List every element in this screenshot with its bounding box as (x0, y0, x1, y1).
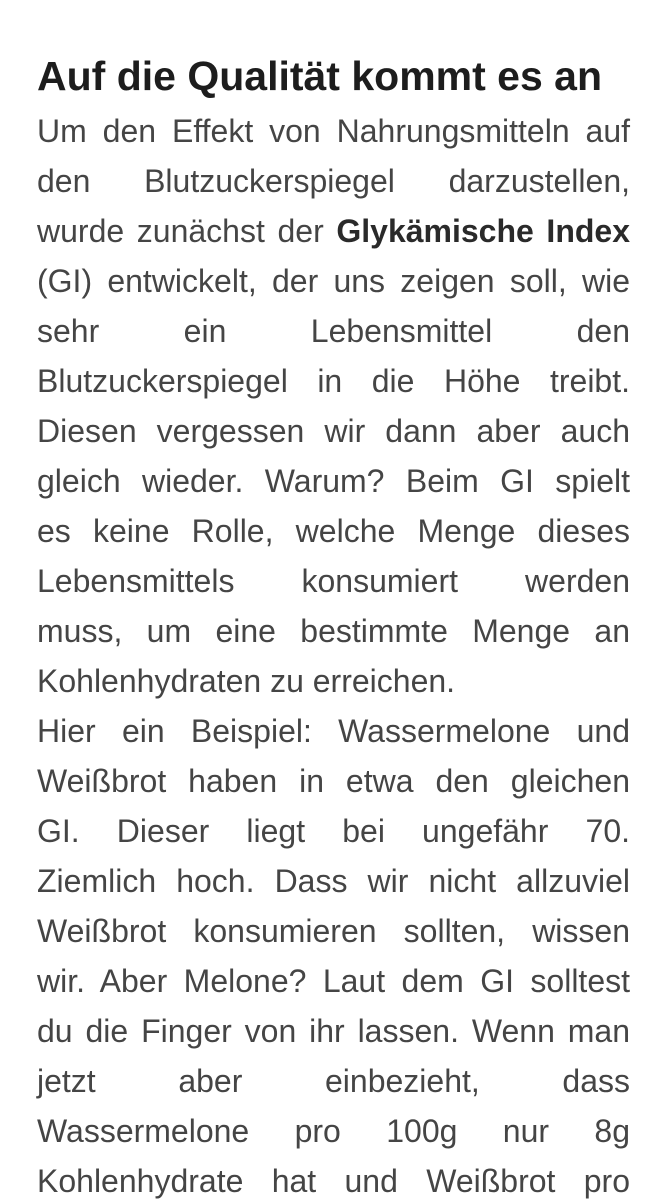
text-segment: Kohlenhydraten zu erreichen. (37, 663, 456, 699)
bold-term: Glykämische Index (336, 213, 631, 249)
text-line (37, 406, 630, 456)
text-segment: Weißbrot haben in etwa den gleichen (37, 763, 630, 799)
text-line (37, 1156, 630, 1200)
text-line (37, 356, 630, 406)
text-line (37, 256, 630, 306)
text-line (37, 656, 630, 706)
text-segment: jetzt aber einbezieht, dass (37, 1063, 630, 1099)
text-line (37, 306, 630, 356)
text-segment: gleich wieder. Warum? Beim GI spielt (37, 463, 630, 499)
text-segment: sehr ein Lebensmittel den (37, 313, 630, 349)
text-segment: du die Finger von ihr lassen. Wenn man (37, 1013, 630, 1049)
text-line (37, 456, 630, 506)
text-segment: Lebensmittels konsumiert werden (37, 563, 630, 599)
text-line (37, 706, 630, 756)
text-line (37, 506, 630, 556)
text-segment: (GI) entwickelt, der uns zeigen soll, wie (37, 263, 630, 299)
text-segment: Ziemlich hoch. Dass wir nicht allzuviel (37, 863, 630, 899)
text-segment: Blutzuckerspiegel in die Höhe treibt. (37, 363, 630, 399)
text-line (37, 106, 630, 156)
text-line (37, 1006, 630, 1056)
text-segment: den Blutzuckerspiegel darzustellen, (37, 163, 630, 199)
text-line (37, 756, 630, 806)
text-line (37, 856, 630, 906)
text-segment: Diesen vergessen wir dann aber auch (37, 413, 630, 449)
article-body (37, 106, 630, 1200)
text-segment: Weißbrot konsumieren sollten, wissen (37, 913, 630, 949)
text-line (37, 206, 630, 256)
text-line (37, 906, 630, 956)
text-segment: Hier ein Beispiel: Wassermelone und (37, 713, 630, 749)
text-segment: wir. Aber Melone? Laut dem GI solltest (37, 963, 630, 999)
text-segment: Wassermelone pro 100g nur 8g (37, 1113, 630, 1149)
article-heading: Auf die Qualität kommt es an (37, 53, 602, 99)
text-segment: es keine Rolle, welche Menge dieses (37, 513, 630, 549)
text-line (37, 806, 630, 856)
text-segment: muss, um eine bestimmte Menge an (37, 613, 630, 649)
text-segment: wurde zunächst der (37, 213, 337, 249)
text-segment: GI. Dieser liegt bei ungefähr 70. (37, 813, 630, 849)
text-segment: Kohlenhydrate hat und Weißbrot pro (37, 1163, 630, 1199)
text-line (37, 606, 630, 656)
text-line (37, 156, 630, 206)
text-line (37, 1106, 630, 1156)
text-segment: Um den Effekt von Nahrungsmitteln auf (37, 113, 630, 149)
text-line (37, 556, 630, 606)
paragraph (37, 706, 630, 1200)
text-line (37, 956, 630, 1006)
text-line (37, 1056, 630, 1106)
paragraph (37, 106, 630, 706)
